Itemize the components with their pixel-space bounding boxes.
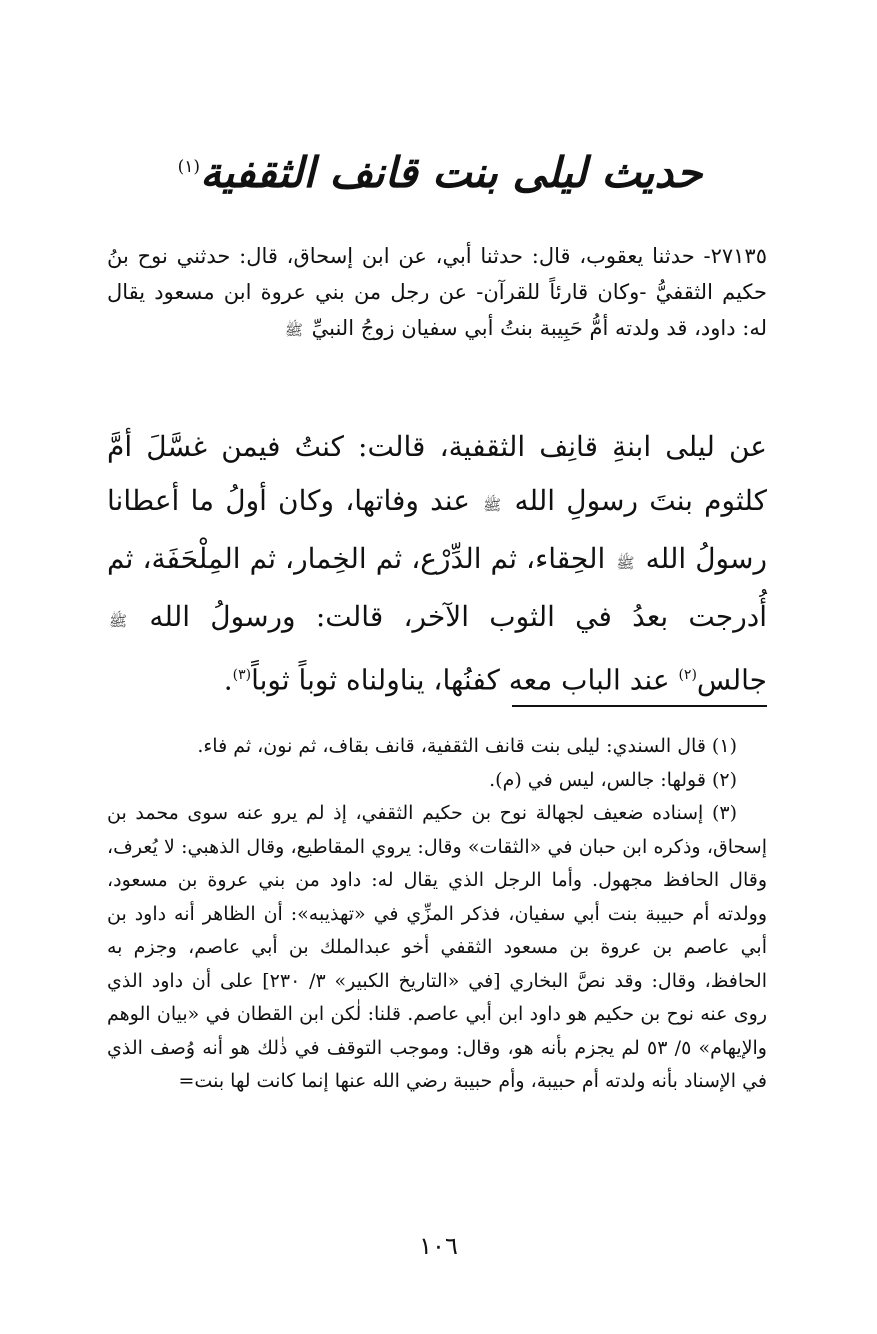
matn-end: . — [223, 663, 233, 697]
matn-part-1: عن ليلى ابنةِ قانِف الثقفية، قالت: كنتُ فيمن غسَّلَ أمَّ كلثوم بنتَ رسولِ الله — [107, 430, 768, 517]
footnote-separator — [512, 705, 767, 707]
salutation-glyph: ﷺ — [109, 612, 128, 630]
isnad-paragraph — [107, 238, 767, 348]
footnote-1: (١) قال السندي: ليلى بنت قانف الثقفية، قانف بقاف، ثم نون، ثم فاء. — [197, 735, 737, 757]
matn-part-5: عند الباب معه كفنُها، يناولناه ثوباً ثوباً — [251, 663, 670, 697]
footnote-2: (٢) قولها: جالس، ليس في (م). — [489, 768, 737, 791]
salutation-glyph: ﷺ — [483, 496, 502, 514]
matn-part-4: جالس — [696, 663, 767, 697]
footnote-ref-2: (٢) — [678, 667, 697, 683]
isnad-text: ٢٧١٣٥- حدثنا يعقوب، قال: حدثنا أبي، عن ابن إسحاق، قال: حدثني نوح بنُ حكيم الثقفيُّ -وكان قارئاً للقرآن- عن رجل من بني عروة ابن مسعود يقال له: داود، قد ولدته أمُّ حَبِيبة بنتُ أبي سفيان زوجُ النبيِّ — [107, 244, 767, 340]
matn-paragraph — [107, 420, 767, 707]
footnotes — [107, 730, 767, 1099]
matn-part-2: عند وفاتها، وكان أولُ ما أعطانا رسولُ الله — [107, 484, 768, 575]
salutation-glyph: ﷺ — [616, 554, 635, 572]
salutation-glyph: ﷺ — [284, 321, 303, 339]
page-number: ١٠٦ — [419, 1232, 458, 1260]
hadith-title-text: حديث ليلى بنت قانف الثقفية — [200, 148, 703, 197]
title-footnote-marker: (١) — [177, 157, 201, 177]
footnote-ref-3: (٣) — [232, 667, 252, 683]
hadith-title — [150, 148, 730, 197]
matn-part-3: الحِقاء، ثم الدِّرْع، ثم الخِمار، ثم المِلْحَفَة، ثم أُدرجت بعدُ في الثوب الآخر، قالت: ورسولُ الله — [107, 542, 767, 633]
footnote-3: (٣) إسناده ضعيف لجهالة نوح بن حكيم الثقفي، إذ لم يرو عنه سوى محمد بن إسحاق، وذكره ابن حبان في «الثقات» وقال: يروي المقاطيع، وقال الذهبي: لا يُعرف، وقال الحافظ مجهول. وأما الرجل الذي يقال له: داود من بني عروة بن مسعود، وولدته أم حبيبة بنت أبي سفيان، فذكر المزِّي في «تهذيبه»: أن الظاهر أنه داود بن أبي عاصم بن عروة بن مسعود الثقفي أخو عبدالملك بن أبي عاصم، وجزم به الحافظ، وقال: وقد نصَّ البخاري [في «التاريخ الكبير» ٣/ ٢٣٠] على أن داود الذي روى عنه نوح بن حكيم هو داود ابن أبي عاصم. قلنا: لٰكن ابن القطان في «بيان الوهم والإيهام» ٥/ ٥٣ لم يجزم بأنه هو، وقال: وموجب التوقف في ذٰلك هو أنه وُصف الذي في الإسناد بأنه ولدته أم حبيبة، وأم حبيبة رضي الله عنها إنما كانت لها بنت= — [107, 802, 767, 1092]
